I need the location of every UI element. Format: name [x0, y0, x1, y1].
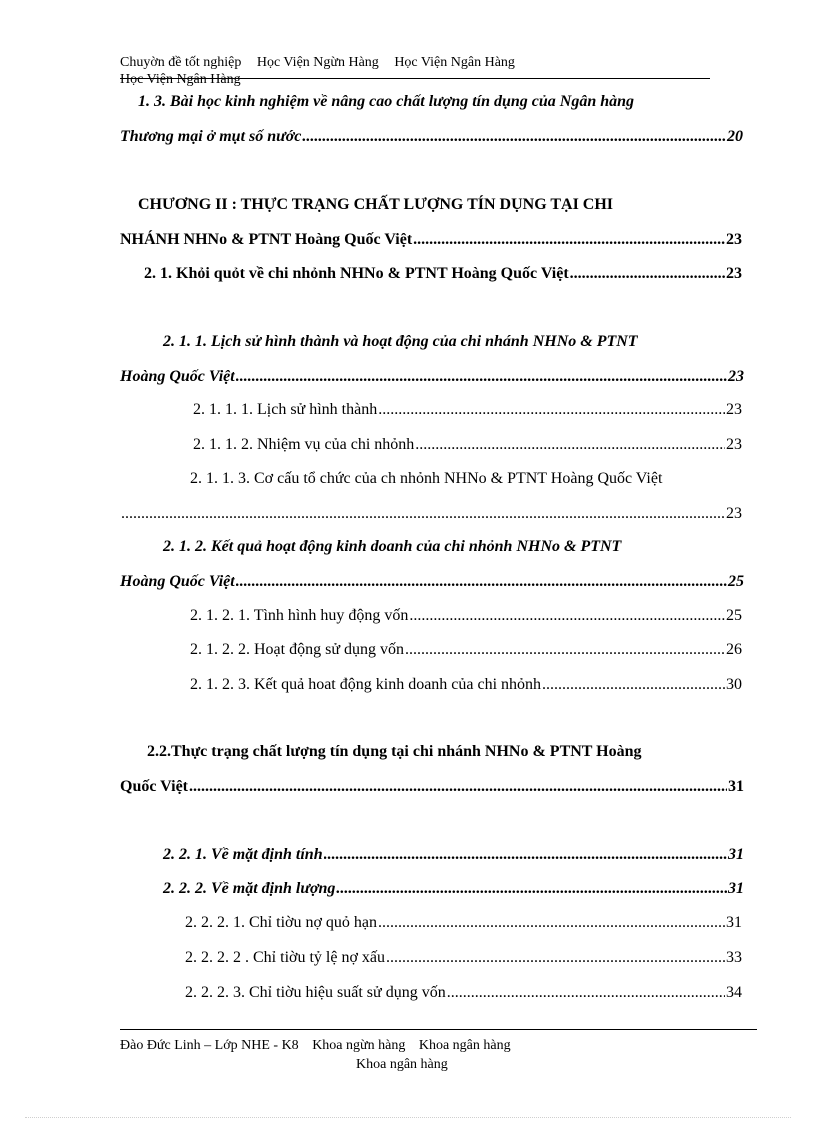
toc-entry-page: 20	[727, 128, 743, 145]
toc-entry	[193, 401, 742, 419]
toc-entry-text: CHƯƠNG II : THỰC TRẠNG CHẤT LƯỢNG TÍN DỤNG TẠI CHI	[138, 196, 614, 213]
toc-entry	[185, 949, 742, 967]
toc-entry-text: 2. 1. 1. 3. Cơ cấu tổ chức của ch nhỏnh NHNo & PTNT Hoàng Quốc Việt	[190, 470, 663, 487]
toc-entry-text: 2. 2. 2. 3. Chỉ tiờu hiệu suất sử dụng vốn	[185, 984, 446, 1001]
toc-entry-page: 31	[728, 778, 744, 795]
toc-entry-text: 2. 1. 2. 3. Kết quả hoat động kinh doanh của chi nhỏnh	[190, 676, 542, 693]
toc-entry-page: 34	[726, 984, 742, 1001]
toc-entry-text: 2. 1. 1. 2. Nhiệm vụ của chi nhỏnh	[193, 436, 415, 453]
toc-entry	[138, 196, 613, 214]
toc-entry	[147, 743, 642, 761]
footer-line-2: Khoa ngân hàng	[356, 1057, 448, 1072]
page-footer	[120, 1036, 521, 1055]
toc-entry	[138, 93, 634, 111]
toc-entry-text: Hoàng Quốc Việt	[120, 573, 235, 590]
toc-entry-page: 23	[726, 401, 742, 418]
toc-entry-page: 31	[728, 846, 744, 863]
toc-entry-page: 23	[728, 368, 744, 385]
toc-entry-page: 30	[726, 676, 742, 693]
toc-entry	[120, 573, 744, 591]
toc-entry-page: 25	[726, 607, 742, 624]
toc-entry	[190, 676, 742, 694]
toc-entry-page: 26	[726, 641, 742, 658]
toc-entry	[163, 846, 744, 864]
toc-entry-page: 23	[726, 265, 742, 282]
toc-entry	[120, 505, 742, 523]
toc-entry-text: NHÁNH NHNo & PTNT Hoàng Quốc Việt	[120, 231, 413, 248]
toc-entry-text: 2. 1. 1. 1. Lịch sử hình thành	[193, 401, 378, 418]
toc-entry-text: 2. 2. 2. 2 . Chỉ tiờu tỷ lệ nợ xấu	[185, 949, 386, 966]
toc-entry-text: 2. 2. 2. 1. Chỉ tiờu nợ quỏ hạn	[185, 914, 378, 931]
footer-rule	[120, 1029, 757, 1030]
toc-entry-text: Thương mại ở mụt số nước	[120, 128, 302, 145]
toc-entry-page: 25	[728, 573, 744, 590]
toc-entry-text: Hoàng Quốc Việt	[120, 368, 235, 385]
toc-entry-text: 2.2.Thực trạng chất lượng tín dụng tại chi nhánh NHNo & PTNT Hoàng	[147, 743, 642, 760]
toc-entry-page: 23	[726, 505, 742, 522]
toc-entry	[190, 641, 742, 659]
footer-item: Đào Đức Linh – Lớp NHE - K8	[120, 1038, 299, 1053]
toc-entry	[163, 333, 638, 351]
toc-entry	[193, 436, 742, 454]
toc-entry	[120, 368, 744, 386]
toc-entry-page: 31	[726, 914, 742, 931]
header-item: Học Viện Ngân Hàng	[394, 55, 515, 70]
header-item: Chuyờn đề tốt nghiệp	[120, 55, 242, 70]
toc-entry	[185, 984, 742, 1002]
toc-entry	[144, 265, 742, 283]
page-boundary	[25, 1117, 791, 1118]
toc-entry-page: 23	[726, 436, 742, 453]
toc-entry-text: 2. 1. 2. 2. Hoạt động sử dụng vốn	[190, 641, 404, 658]
toc-entry-text: 2. 1. 1. Lịch sử hình thành và hoạt động của chi nhánh NHNo & PTNT	[163, 333, 638, 350]
toc-entry	[163, 880, 744, 898]
toc-entry-page: 31	[728, 880, 744, 897]
page-header	[120, 53, 527, 72]
toc-entry	[120, 231, 742, 249]
toc-entry-text: 2. 1. Khỏi quỏt về chi nhỏnh NHNo & PTNT Hoàng Quốc Việt	[144, 265, 569, 282]
toc-entry	[185, 914, 742, 932]
toc-entry-text: 2. 1. 2. Kết quả hoạt động kinh doanh của chi nhỏnh NHNo & PTNT	[163, 538, 622, 555]
toc-entry-page: 33	[726, 949, 742, 966]
toc-entry-text: 1. 3. Bài học kinh nghiệm về nâng cao chất lượng tín dụng của Ngân hàng	[138, 93, 635, 110]
toc-entry	[190, 470, 662, 488]
toc-entry-text: Quốc Việt	[120, 778, 188, 795]
toc-entry	[190, 607, 742, 625]
toc-entry-page: 23	[726, 231, 742, 248]
toc-entry	[120, 128, 743, 146]
toc-entry-text: 2. 1. 2. 1. Tình hình huy động vốn	[190, 607, 409, 624]
footer-item: Khoa ngân hàng	[418, 1038, 511, 1053]
toc-entry-text: 2. 2. 2. Về mặt định lượng	[163, 880, 336, 897]
toc-entry	[120, 778, 744, 796]
header-item: Học Viện Ngừn Hàng	[256, 55, 379, 70]
toc-entry	[163, 538, 621, 556]
toc-entry-text: 2. 2. 1. Về mặt định tính	[163, 846, 323, 863]
footer-item: Khoa ngừn hàng	[312, 1038, 406, 1053]
header-line-2: Học Viện Ngân Hàng	[120, 72, 241, 87]
